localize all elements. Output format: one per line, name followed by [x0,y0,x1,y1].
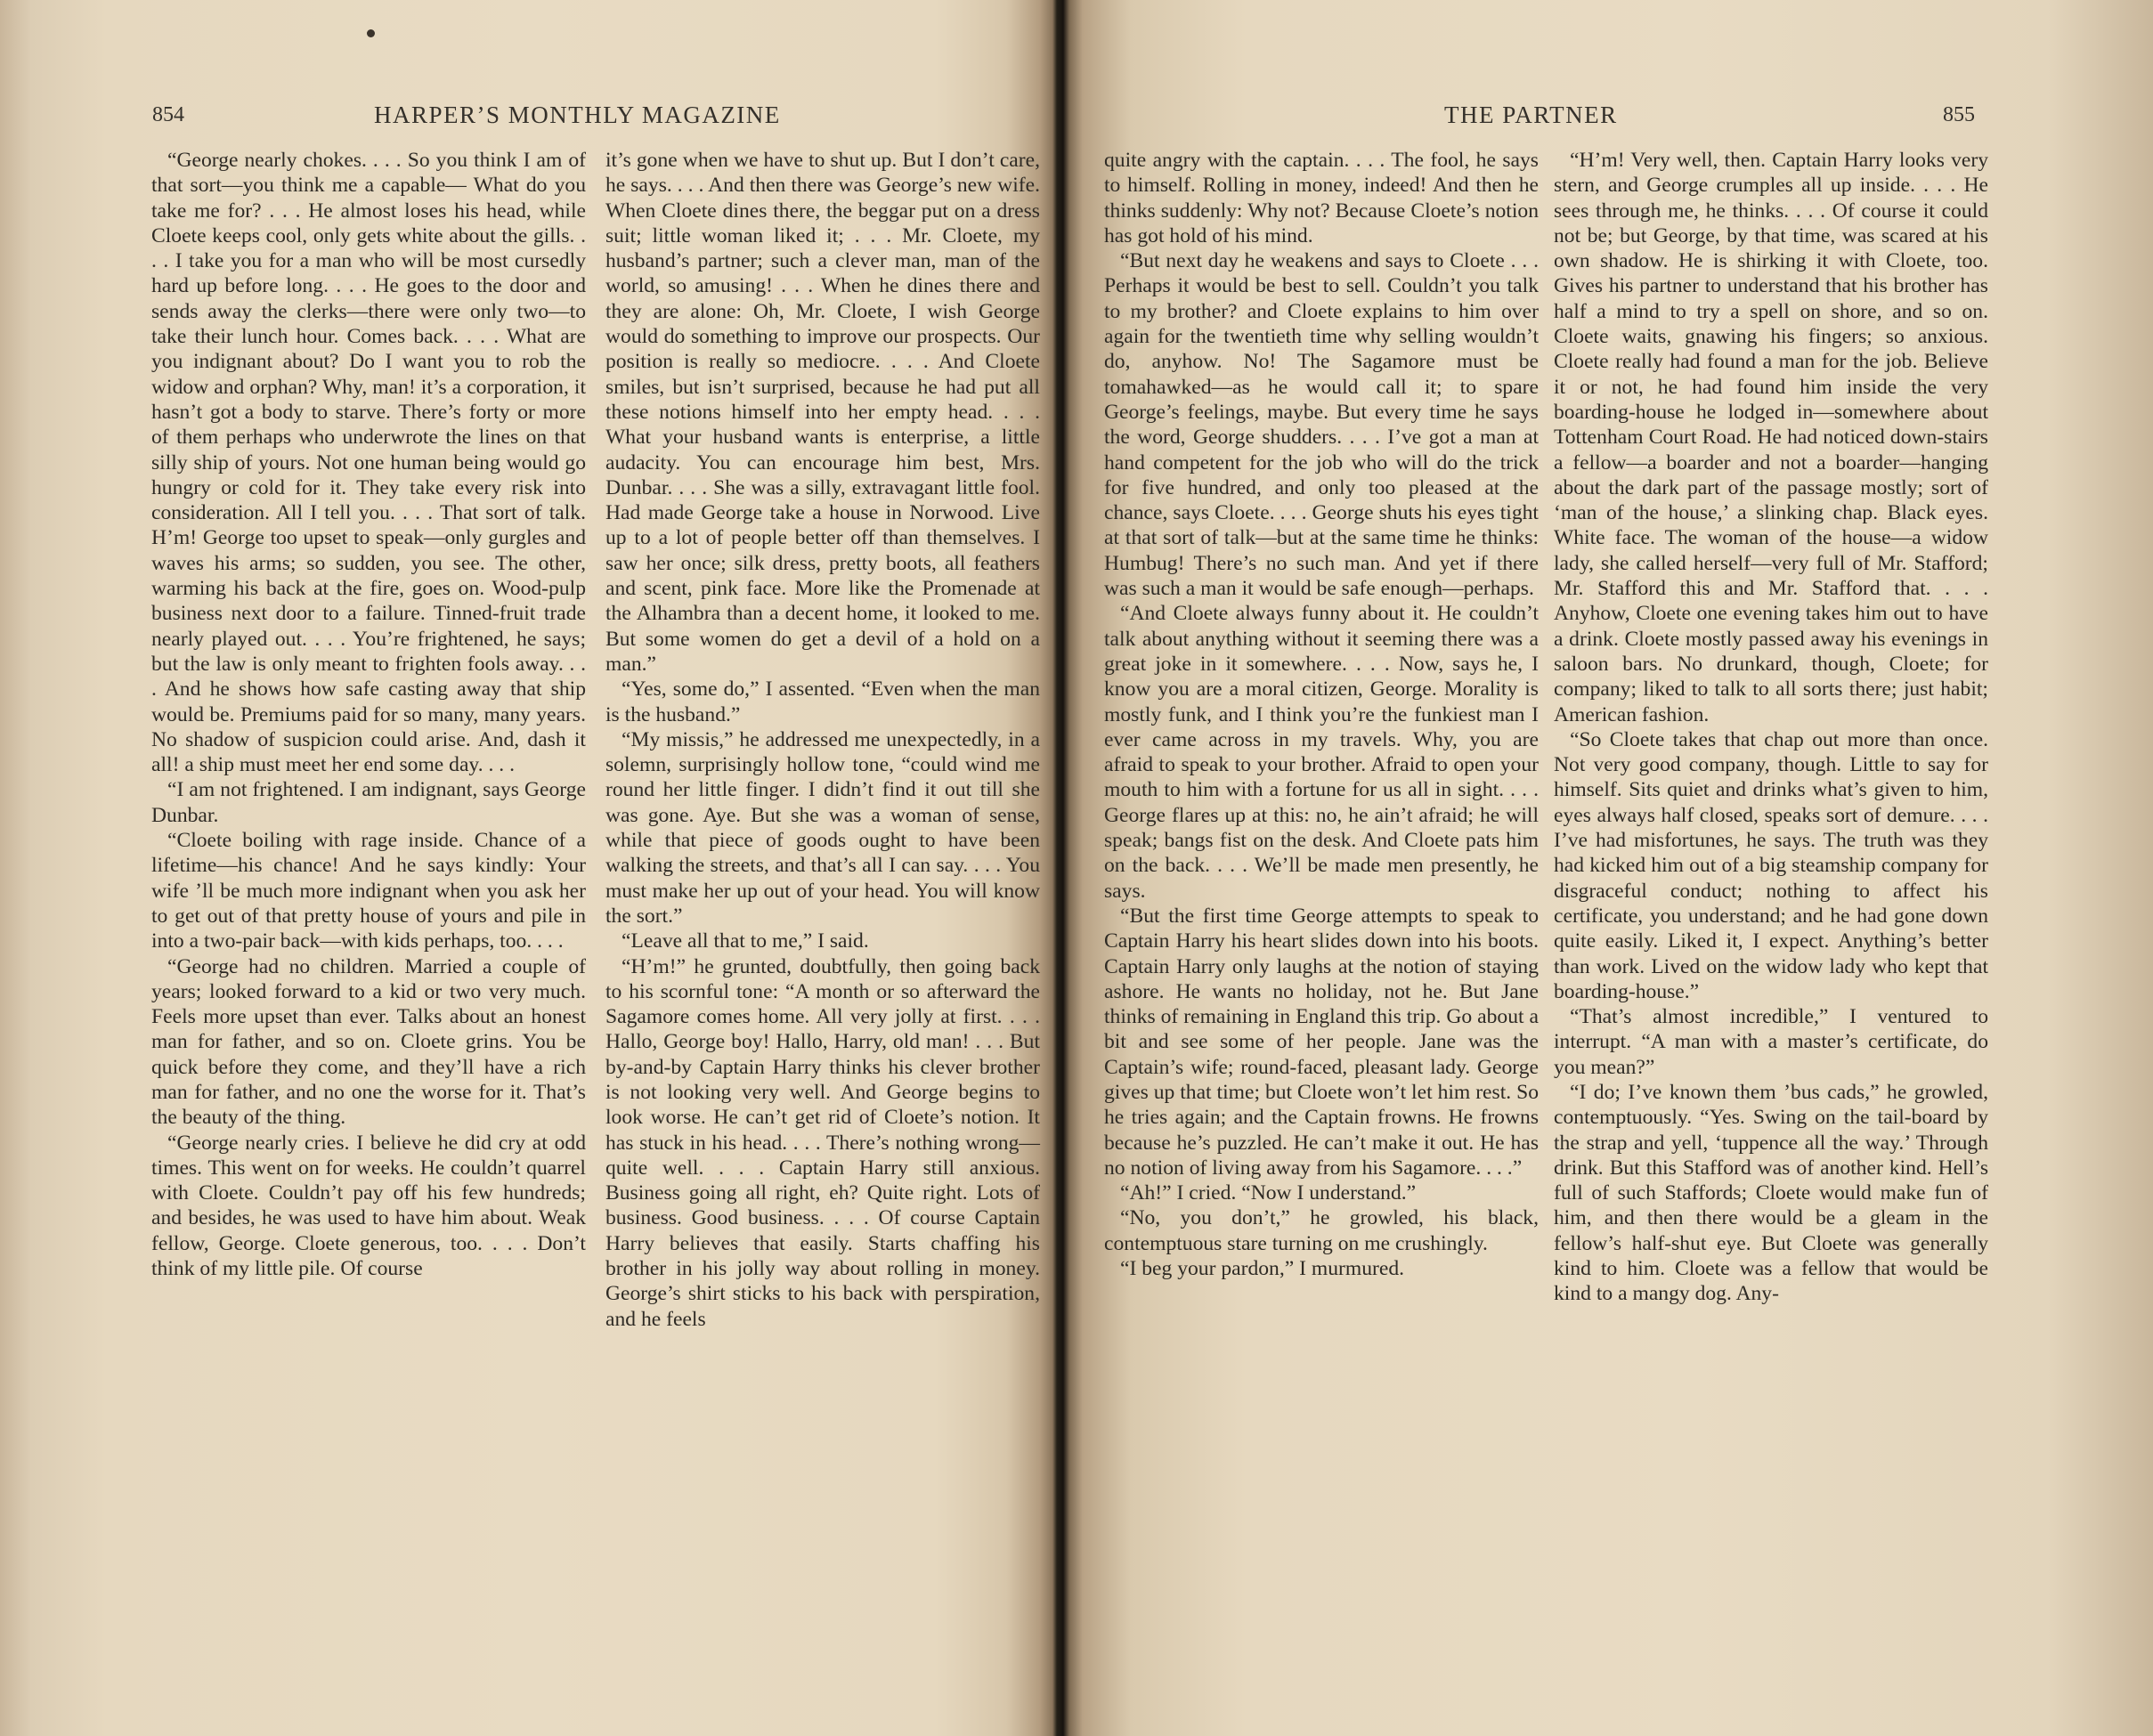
paragraph: “Yes, some do,” I assented. “Even when the man is the husband.” [605,677,1040,726]
left-page-column-1 [151,148,586,1281]
paragraph: quite angry with the captain. . . . The fool, he says to himself. Rolling in money, indeed! And then he thinks suddenly: Why not? Because Cloete’s notion has got hold of his mind. [1104,149,1539,247]
paragraph: “Ah!” I cried. “Now I understand.” [1120,1181,1417,1205]
paragraph: “H’m!” he grunted, doubtfully, then going back to his scornful tone: “A month or so afterward the Sagamore comes home. All very jolly at first. . . . Hallo, George boy! Hallo, Harry, old man! . . . But by-and-by Captain Harry thinks his clever brother is not looking very well. And George begins to look worse. He can’t get rid of Cloete’s notion. It has stuck in his head. . . . There’s nothing wrong—quite well. . . . Captain Harry still anxious. Business going all right, eh? Quite right. Lots of business. Good business. . . . Of course Captain Harry believes that easily. Starts chaffing his brother in his jolly way about rolling in money. George’s shirt sticks to his back with perspiration, and he feels [605,954,1040,1331]
paragraph: “I do; I’ve known them ’bus cads,” he growled, contemptuously. “Yes. Swing on the tail-board by the strap and yell, ‘tuppence all the way.’ Through drink. But this Stafford was of another kind. Hell’s full of such Staffords; Cloete would make fun of him, and then there would be a gleam in the fellow’s half-shut eye. But Cloete was generally kind to him. Cloete was a fellow that would be kind to a mangy dog. Any- [1554,1080,1988,1306]
left-page-number: 854 [152,103,184,126]
paragraph: “So Cloete takes that chap out more than once. Not very good company, though. Little to say for himself. Sits quiet and drinks what’s given to him, eyes always half closed, speaks sort of demure. . . . I’ve had misfortunes, he says. The truth was they had kicked him out of a big steamship company for disgraceful conduct; nothing to affect his certificate, you understand; and he had gone down quite easily. Liked it, I expect. Anything’s better than work. Lived on the widow lady who kept that boarding-house.” [1554,727,1988,1003]
paragraph: “George nearly chokes. . . . So you think I am of that sort—you think me a capable— What do you take me for? . . . He almost loses his head, while Cloete keeps cool, only gets white about the gills. . . . I take you for a man who will be most cursedly hard up before long. . . . He goes to the door and sends away the clerks—there were only two—to take their lunch hour. Comes back. . . . What are you indignant about? Do I want you to rob the widow and orphan? Why, man! it’s a corporation, it hasn’t got a body to starve. There’s forty or more of them perhaps who underwrote the lines on that silly ship of yours. Not one human being would go hungry or cold for it. They take every risk into consideration. All I tell you. . . . That sort of talk. H’m! George too upset to speak—only gurgles and waves his arms; so sudden, you see. The other, warming his back at the fire, goes on. Wood-pulp business next door to a failure. Tinned-fruit trade nearly played out. . . . You’re frightened, he says; but the law is only meant to frighten fools away. . . . And he shows how safe casting away that ship would be. Premiums paid for so many, many years. No shadow of suspicion could arise. And, dash it all! a ship must meet her end some day. . . . [151,149,586,777]
paragraph: “George nearly cries. I believe he did cry at odd times. This went on for weeks. He couldn’t quarrel with Cloete. Couldn’t pay off his few hundreds; and besides, he was used to have him about. Weak fellow, George. Cloete generous, too. . . . Don’t think of my little pile. Of course [151,1131,586,1281]
paragraph: “H’m! Very well, then. Captain Harry looks very stern, and George crumples all up inside. . . . He sees through me, he thinks. . . . Of course it could not be; but George, by that time, was scared at his own shadow. He is shirking it with Cloete, too. Gives his partner to understand that his brother has half a mind to try a spell on shore, and so on. Cloete waits, gnawing his fingers; so anxious. Cloete really had found a man for the job. Believe it or not, he had found him inside the very boarding-house he lodged in—somewhere about Tottenham Court Road. He had noticed down-stairs a fellow—a boarder and not a boarder—hanging about the dark part of the passage mostly; sort of ‘man of the house,’ a slinking chap. Black eyes. White face. The woman of the house—a widow lady, she called herself—very full of Mr. Stafford; Mr. Stafford this and Mr. Stafford that. . . . Anyhow, Cloete one evening takes him out to have a drink. Cloete mostly passed away his evenings in saloon bars. No drunkard, though, Cloete; for company; liked to talk to all sorts there; just habit; American fashion. [1554,149,1988,726]
right-page-column-2 [1554,148,1988,1307]
paragraph: “Leave all that to me,” I said. [622,929,869,953]
left-running-head: HARPER’S MONTHLY MAGAZINE [374,101,781,128]
paragraph: “But the first time George attempts to speak to Captain Harry his heart slides down into his boots. Captain Harry only laughs at the notion of staying ashore. He wants no holiday, not he. But Jane thinks of remaining in England this trip. Go about a bit and see some of her people. Jane was the Captain’s wife; round-faced, pleasant lady. George gives up that time; but Cloete won’t let him rest. So he tries again; and the Captain frowns. He frowns because he’s puzzled. He can’t make it out. He has no notion of living away from his Sagamore. . . .” [1104,904,1539,1180]
right-page-column-1 [1104,148,1539,1281]
paragraph: “And Cloete always funny about it. He couldn’t talk about anything without it seeming there was a great joke in it somewhere. . . . Now, says he, I know you are a moral citizen, George. Morality is mostly funk, and I think you’re the funkiest man I ever came across in my travels. Why, you are afraid to speak to your brother. Afraid to open your mouth to him with a fortune for us all in sight. . . . George flares up at this: no, he ain’t afraid; he will speak; bangs fist on the desk. And Cloete pats him on the back. . . . We’ll be made men presently, he says. [1104,602,1539,903]
paragraph: “I am not frightened. I am indignant, says George Dunbar. [151,778,586,827]
paragraph: “Cloete boiling with rage inside. Chance of a lifetime—his chance! And he says kindly: Your wife ’ll be much more indignant when you ask her to get out of that pretty house of yours and pile in into a two-pair back—with kids perhaps, too. . . . [151,829,586,953]
left-page-column-2 [605,148,1040,1332]
paragraph: “But next day he weakens and says to Cloete . . . Perhaps it would be best to sell. Couldn’t you talk to my brother? and Cloete explains to him over again for the twentieth time why selling wouldn’t do, anyhow. No! The Sagamore must be tomahawked—as he would call it; to spare George’s feelings, maybe. But every time he says the word, George shudders. . . . I’ve got a man at hand competent for the job who will do the trick for five hundred, and only too pleased at the chance, says Cloete. . . . George shuts his eyes tight at that sort of talk—but at the same time he thinks: Humbug! There’s no such man. And yet if there was such a man it would be safe enough—perhaps. [1104,249,1539,601]
paragraph: “George had no children. Married a couple of years; looked forward to a kid or two very much. Feels more upset than ever. Talks about an honest man for father, and so on. Cloete grins. You be quick before they come, and they’ll have a rich man for father, and no one the worse for it. That’s the beauty of the thing. [151,954,586,1130]
paragraph: “That’s almost incredible,” I ventured to interrupt. “A man with a master’s certificate, do you mean?” [1554,1005,1988,1079]
paragraph: it’s gone when we have to shut up. But I don’t care, he says. . . . And then there was George’s new wife. When Cloete dines there, the beggar put on a dress suit; little woman liked it; . . . Mr. Cloete, my husband’s partner; such a clever man, man of the world, so amusing! . . . When he dines there and they are alone: Oh, Mr. Cloete, I wish George would do something to improve our prospects. Our position is really so mediocre. . . . And Cloete smiles, but isn’t surprised, because he had put all these notions himself into her empty head. . . . What your husband wants is enterprise, a little audacity. You can encourage him best, Mrs. Dunbar. . . . She was a silly, extravagant little fool. Had made George take a house in Norwood. Live up to a lot of people better off than themselves. I saw her once; silk dress, pretty boots, all feathers and scent, pink face. More like the Promenade at the Alhambra than a decent home, it looked to me. But some women do get a devil of a hold on a man.” [605,149,1040,676]
right-page-number: 855 [1943,103,1975,126]
right-running-head: THE PARTNER [1444,101,1618,128]
paragraph: “My missis,” he addressed me unexpectedly, in a solemn, surprisingly hollow tone, “could wind me round her little finger. I didn’t find it out till she was gone. Aye. But she was a woman of sense, while that piece of goods ought to have been walking the streets, and that’s all I can say. . . . You must make her up out of your head. You will know the sort.” [605,727,1040,928]
paragraph: “No, you don’t,” he growled, his black, contemptuous stare turning on me crushingly. [1104,1206,1539,1255]
paragraph: “I beg your pardon,” I murmured. [1120,1257,1405,1281]
ink-speck [367,29,375,37]
